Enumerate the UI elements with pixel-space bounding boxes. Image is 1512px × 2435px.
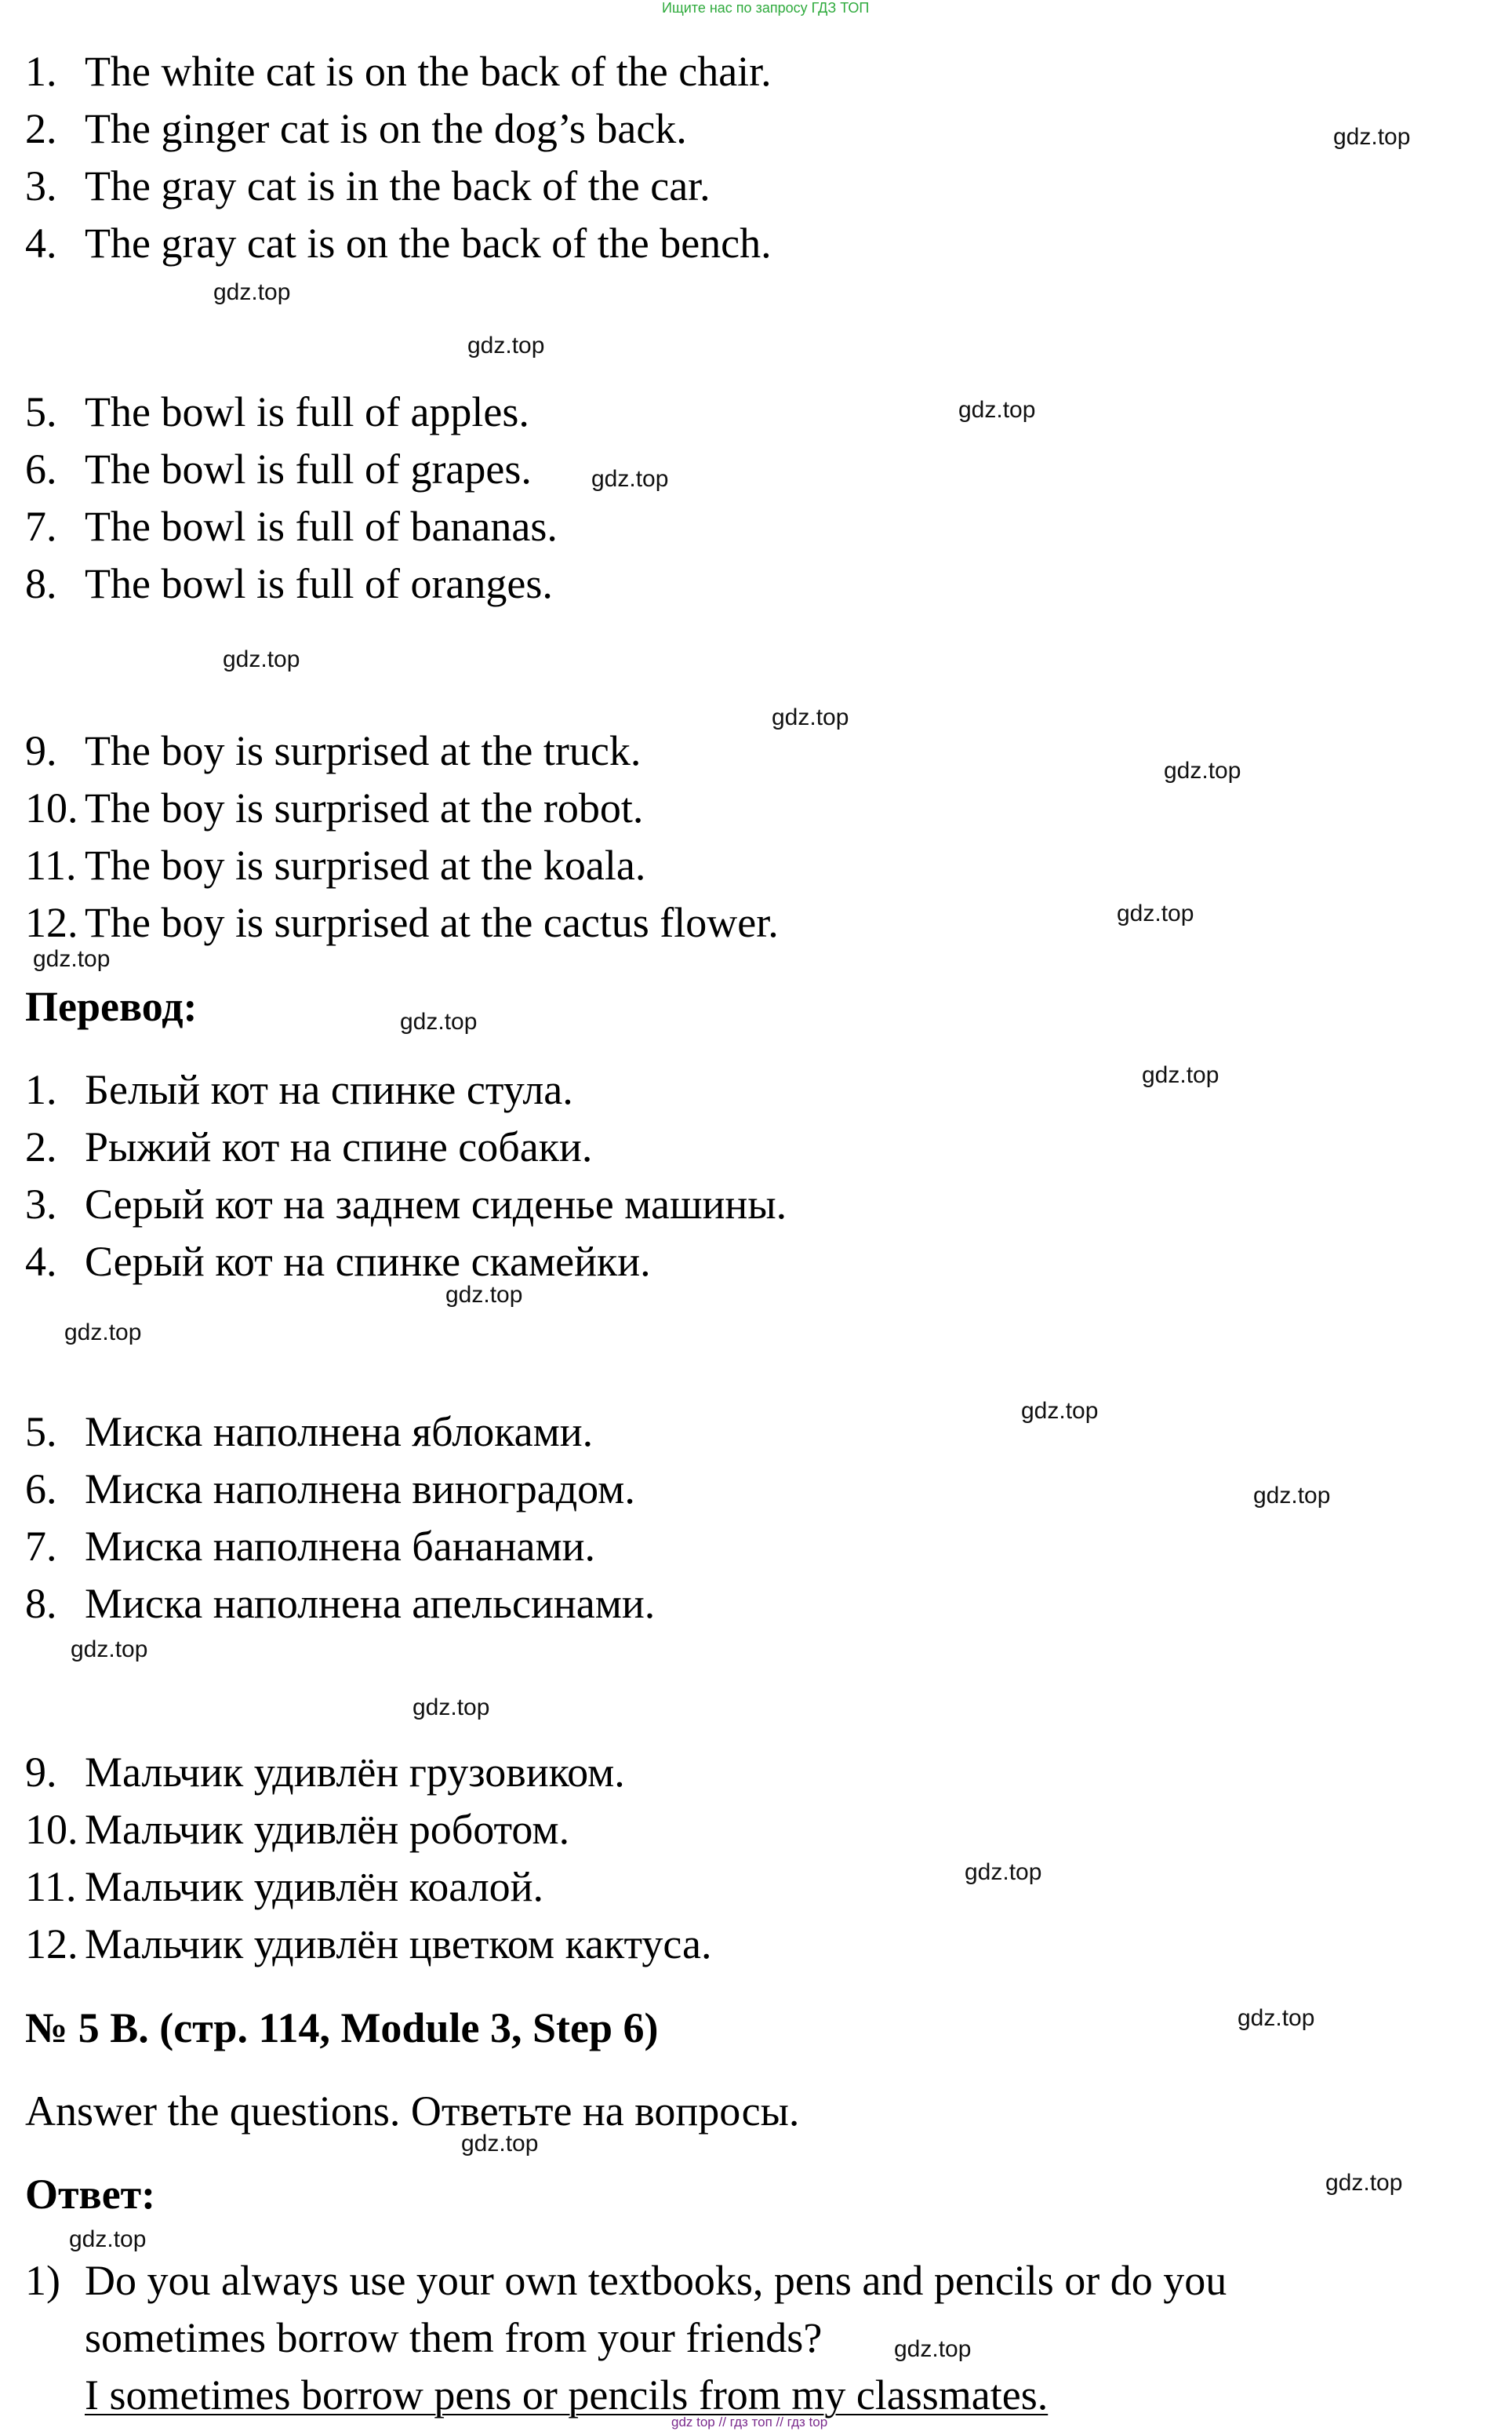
watermark: gdz.top	[1333, 124, 1411, 150]
watermark: gdz.top	[413, 1694, 490, 1720]
russian-sentence: 7. Миска наполнена бананами.	[25, 1523, 596, 1570]
watermark: gdz.top	[467, 333, 545, 359]
english-sentence: 12. The boy is surprised at the cactus flower.	[25, 899, 779, 946]
answer-text: I sometimes borrow pens or pencils from my classmates.	[85, 2371, 1049, 2419]
watermark: gdz.top	[772, 704, 849, 730]
watermark: gdz.top	[1117, 901, 1194, 926]
russian-sentence: 9. Мальчик удивлён грузовиком.	[25, 1749, 625, 1796]
watermark: gdz.top	[1164, 758, 1241, 784]
english-sentence: 9. The boy is surprised at the truck.	[25, 727, 642, 774]
watermark: gdz.top	[1253, 1483, 1331, 1509]
english-sentence: 8. The bowl is full of oranges.	[25, 560, 553, 607]
russian-sentence: 12. Мальчик удивлён цветком кактуса.	[25, 1920, 712, 1967]
russian-sentence: 5. Миска наполнена яблоками.	[25, 1408, 594, 1455]
russian-sentence: 3. Серый кот на заднем сиденье машины.	[25, 1181, 787, 1228]
english-sentence: 3. The gray cat is in the back of the car.	[25, 162, 711, 209]
english-sentence: 1. The white cat is on the back of the chair.	[25, 48, 772, 95]
english-sentence: 7. The bowl is full of bananas.	[25, 503, 558, 550]
russian-sentence: 8. Миска наполнена апельсинами.	[25, 1580, 656, 1627]
watermark: gdz.top	[69, 2226, 147, 2252]
russian-sentence: 10. Мальчик удивлён роботом.	[25, 1806, 570, 1853]
english-sentence: 10. The boy is surprised at the robot.	[25, 784, 644, 832]
watermark: gdz.top	[64, 1319, 142, 1345]
watermark: gdz.top	[1238, 2005, 1315, 2031]
answer-heading: Ответ:	[25, 2171, 156, 2218]
watermark: gdz.top	[445, 1282, 523, 1308]
question-text: Do you always use your own textbooks, pens and pencils or do you	[85, 2257, 1227, 2304]
english-sentence: 6. The bowl is full of grapes.	[25, 446, 532, 493]
question-number: 1)	[25, 2257, 60, 2304]
english-sentence: 5. The bowl is full of apples.	[25, 388, 529, 435]
watermark: gdz.top	[461, 2131, 539, 2157]
russian-sentence: 2. Рыжий кот на спине собаки.	[25, 1123, 593, 1170]
watermark: gdz.top	[591, 466, 669, 492]
bottom-banner[interactable]: gdz top // гдз топ // гдз top	[671, 2415, 828, 2430]
exercise-title: № 5 B. (стр. 114, Module 3, Step 6)	[25, 2004, 659, 2051]
watermark: gdz.top	[400, 1009, 478, 1035]
question-text: sometimes borrow them from your friends?	[85, 2314, 823, 2361]
watermark: gdz.top	[1142, 1062, 1219, 1088]
watermark: gdz.top	[213, 279, 291, 305]
watermark: gdz.top	[894, 2336, 972, 2362]
english-sentence: 4. The gray cat is on the back of the bench.	[25, 220, 772, 267]
russian-sentence: 4. Серый кот на спинке скамейки.	[25, 1238, 651, 1285]
russian-sentence: 6. Миска наполнена виноградом.	[25, 1465, 635, 1512]
english-sentence: 2. The ginger cat is on the dog’s back.	[25, 105, 687, 152]
english-sentence: 11. The boy is surprised at the koala.	[25, 842, 646, 889]
translation-heading: Перевод:	[25, 983, 198, 1030]
exercise-instruction: Answer the questions. Ответьте на вопросы.	[25, 2087, 800, 2135]
top-banner[interactable]: Ищите нас по запросу ГДЗ ТОП	[662, 0, 870, 16]
watermark: gdz.top	[223, 646, 300, 672]
watermark: gdz.top	[965, 1859, 1042, 1885]
russian-sentence: 1. Белый кот на спинке стула.	[25, 1066, 573, 1113]
russian-sentence: 11. Мальчик удивлён коалой.	[25, 1863, 544, 1910]
watermark: gdz.top	[1325, 2170, 1403, 2196]
watermark: gdz.top	[1021, 1398, 1099, 1424]
watermark: gdz.top	[33, 946, 111, 972]
watermark: gdz.top	[958, 397, 1036, 423]
watermark: gdz.top	[71, 1636, 148, 1662]
